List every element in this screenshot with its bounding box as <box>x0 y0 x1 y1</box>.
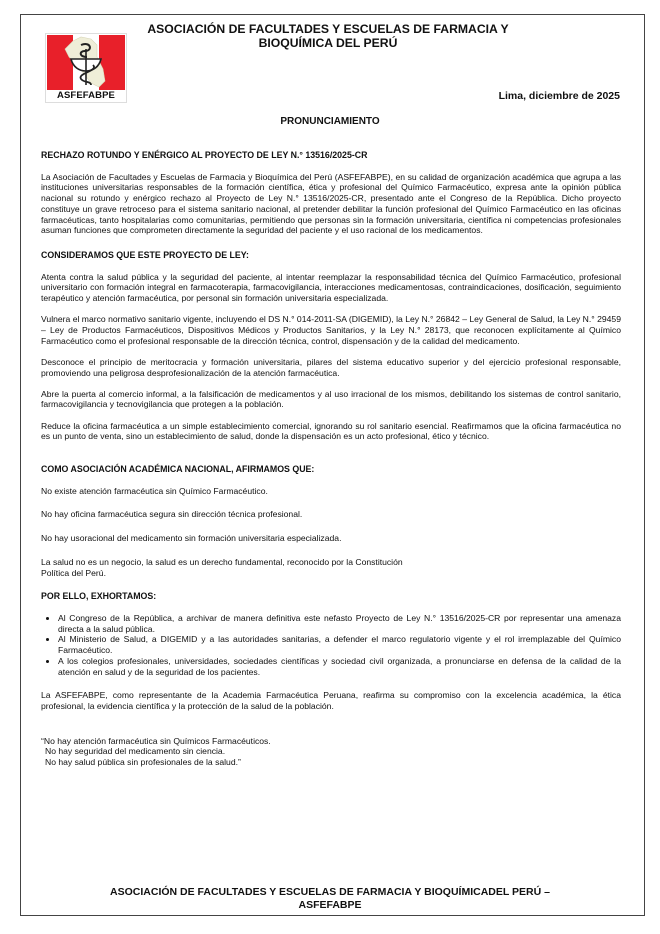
section-heading-afirmamos: COMO ASOCIACIÓN ACADÉMICA NACIONAL, AFIRMAMOS QUE: <box>41 464 315 475</box>
affirmation-line: La salud no es un negocio, la salud es un derecho fundamental, reconocido por la Constitución <box>41 556 403 567</box>
asfefabpe-logo <box>45 33 127 103</box>
peru-map-caduceus-icon <box>47 35 125 90</box>
logo-acronym: ASFEFABPE <box>57 90 115 101</box>
peru-flag-icon <box>47 35 125 90</box>
footer-line2: ASFEFABPE <box>298 898 362 911</box>
organization-title <box>128 22 528 50</box>
affirmation-line: Política del Perú. <box>41 567 106 578</box>
consideration-paragraph: Abre la puerta al comercio informal, a la falsificación de medicamentos y al uso irracional de los mismos, debilitando los sistemas de control sanitario, farmacovigilancia y tecnovigilancia que protegen a la población. <box>41 388 621 410</box>
affirmation-statement: No hay usoracional del medicamento sin formación universitaria especializada. <box>41 533 342 544</box>
section-heading-exhortamos: POR ELLO, EXHORTAMOS: <box>41 591 157 602</box>
organization-title-line2: BIOQUÍMICA DEL PERÚ <box>258 36 398 50</box>
consideration-paragraph: Reduce la oficina farmacéutica a un simple establecimiento comercial, ignorando su rol sanitario esencial. Reafirmamos que la oficina farmacéutica no es un punto de venta, sino un establecimiento de salud, donde la dispensación es un acto profesional, ético y técnico. <box>41 420 621 442</box>
section-heading-rechazo: RECHAZO ROTUNDO Y ENÉRGICO AL PROYECTO DE LEY N.° 13516/2025-CR <box>41 150 368 160</box>
affirmation-statement: No hay oficina farmacéutica segura sin dirección técnica profesional. <box>41 509 303 520</box>
consideration-paragraph: Desconoce el principio de meritocracia y formación universitaria, pilares del sistema educativo superior y del ejercicio profesional responsable, promoviendo una peligrosa desprofesionalización de la atención farmacéutica. <box>41 356 621 378</box>
affirmation-statement: No existe atención farmacéutica sin Químico Farmacéutico. <box>41 485 268 496</box>
document-date: Lima, diciembre de 2025 <box>498 90 620 102</box>
section-heading-consideramos: CONSIDERAMOS QUE ESTE PROYECTO DE LEY: <box>41 249 249 260</box>
organization-title-line1: ASOCIACIÓN DE FACULTADES Y ESCUELAS DE FARMACIA Y <box>147 22 509 36</box>
exhortation-list <box>41 613 621 677</box>
quote-line: “No hay atención farmacéutica sin Químicos Farmacéuticos. <box>41 735 271 746</box>
consideration-paragraph: Atenta contra la salud pública y la seguridad del paciente, al intentar reemplazar la responsabilidad técnica del Químico Farmacéutico, profesional universitario con formación integral en farmacoterapia, farmacovigilancia, interacciones medicamentosas, contraindicaciones, dosificación, seguimiento terapéutico y atención farmacéutica, por personal sin formación universitaria especializada. <box>41 271 621 304</box>
footer-signature <box>0 886 660 911</box>
closing-paragraph: La ASFEFABPE, como representante de la Academia Farmacéutica Peruana, reafirma su compromiso con la excelencia académica, la ética profesional, la evidencia científica y la protección de la salud de la población. <box>41 690 621 711</box>
quote-line: No hay salud pública sin profesionales de la salud.” <box>45 757 241 768</box>
affirmation-statement <box>41 557 621 578</box>
document-type-title: PRONUNCIAMIENTO <box>280 116 380 127</box>
closing-quote <box>41 736 621 768</box>
footer-line1: ASOCIACIÓN DE FACULTADES Y ESCUELAS DE FARMACIA Y BIOQUÍMICADEL PERÚ – <box>110 886 550 898</box>
consideration-paragraph: Vulnera el marco normativo sanitario vigente, incluyendo el DS N.° 014-2011-SA (DIGEMID), la Ley N.° 26842 – Ley General de Salud, la Ley N.° 29459 – Ley de Productos Farmacéuticos, Dispositivos Médicos y Productos Sanitarios, y la Ley N.° 28173, que reconocen explícitamente al Químico Farmacéutico como el profesional responsable de la dirección técnica, control, dispensación y de la calidad del medicamento. <box>41 314 621 346</box>
intro-paragraph: La Asociación de Facultades y Escuelas de Farmacia y Bioquímica del Perú (ASFEFABPE), en su calidad de organización académica que agrupa a las instituciones universitarias responsables de la formación científica, ética y profesional del Químico Farmacéutico, expresa ante la opinión pública nacional su rotundo y enérgico rechazo al Proyecto de Ley N.° 13516/2025-CR, presentado ante el Congreso de la República. Dicho proyecto constituye un grave retroceso para el sistema sanitario nacional, al pretender debilitar la función profesional del Químico Farmacéutico en las oficinas farmacéuticas, tanto hospitalarias como comunitarias, permitiendo que personas sin la formación universitaria, científica ni competencias profesionales asuman funciones que comprometen directamente la seguridad del paciente y el uso racional de los medicamentos. <box>41 171 621 236</box>
document-body <box>41 150 621 768</box>
quote-line: No hay seguridad del medicamento sin ciencia. <box>45 746 226 757</box>
exhortation-item: • Al Ministerio de Salud, a DIGEMID y a las autoridades sanitarias, a defender el marco regulatorio vigente y el rol irremplazable del Químico Farmacéutico. <box>58 634 621 655</box>
exhortation-item: • A los colegios profesionales, universidades, sociedades científicas y sociedad civil organizada, a pronunciarse en defensa de la calidad de la atención en salud y de la seguridad de los pacientes. <box>58 656 621 677</box>
exhortation-item: • Al Congreso de la República, a archivar de manera definitiva este nefasto Proyecto de Ley N.° 13516/2025-CR por representar una amenaza directa a la salud pública. <box>58 613 621 634</box>
